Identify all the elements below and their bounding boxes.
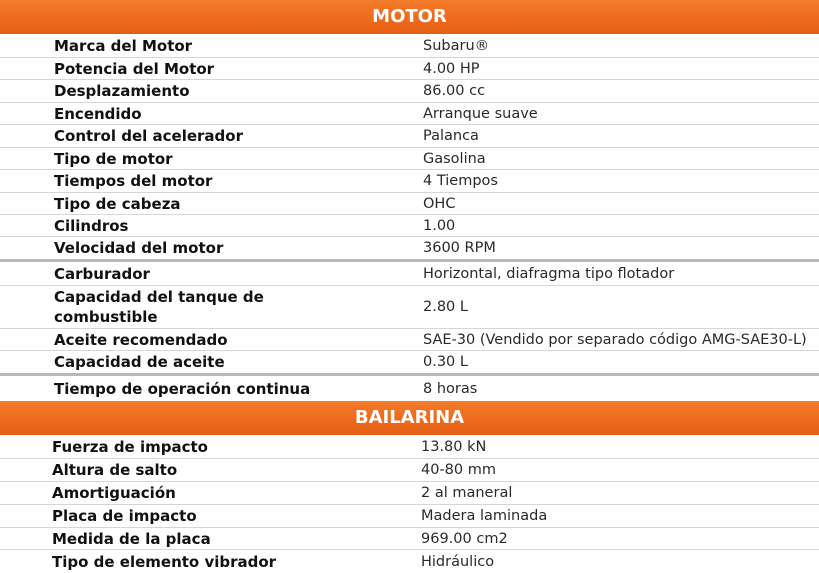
spec-row-aceite-recomendado <box>0 329 819 351</box>
spec-row-tipo-motor <box>0 148 819 170</box>
spec-row-amortiguacion <box>0 482 819 505</box>
spec-label: Marca del Motor <box>54 37 193 55</box>
spec-value: 4 Tiempos <box>423 173 498 189</box>
spec-label: Desplazamiento <box>54 82 190 100</box>
spec-value: 2.80 L <box>423 299 468 315</box>
spec-row-encendido <box>0 103 819 125</box>
bailarina-spec-table <box>0 436 819 573</box>
spec-label: Capacidad de aceite <box>54 353 225 371</box>
spec-value: 40-80 mm <box>421 462 496 478</box>
spec-value: Gasolina <box>423 150 486 167</box>
spec-row-fuerza-impacto <box>0 436 819 459</box>
spec-label: Velocidad del motor <box>54 239 224 257</box>
spec-row-tipo-cabeza <box>0 193 819 215</box>
spec-label: Tipo de cabeza <box>54 194 181 213</box>
spec-row-elemento-vibrador <box>0 550 819 573</box>
spec-label: Potencia del Motor <box>54 59 215 78</box>
motor-section-header: MOTOR <box>0 0 819 34</box>
spec-value: 3600 RPM <box>423 240 496 256</box>
spec-value: Arranque suave <box>423 105 538 122</box>
spec-label: Tipo de elemento vibrador <box>52 552 277 571</box>
spec-row-capacidad-tanque <box>0 286 819 329</box>
spec-value: Palanca <box>423 128 479 144</box>
spec-row-medida-placa <box>0 528 819 550</box>
spec-row-marca-motor <box>0 35 819 58</box>
spec-value: Horizontal, diafragma tipo flotador <box>423 265 675 282</box>
spec-value: OHC <box>423 195 456 212</box>
spec-label: Carburador <box>54 264 150 283</box>
bailarina-section-header: BAILARINA <box>0 401 819 435</box>
spec-row-altura-salto <box>0 459 819 482</box>
spec-value: 969.00 cm2 <box>421 530 508 547</box>
spec-label: Medida de la placa <box>52 529 211 548</box>
spec-row-capacidad-aceite <box>0 351 819 376</box>
spec-label: Placa de impacto <box>52 507 197 525</box>
spec-label: Altura de salto <box>52 461 178 479</box>
spec-value: 13.80 kN <box>421 439 487 455</box>
spec-value: 8 horas <box>423 380 478 397</box>
spec-value: SAE-30 (Vendido por separado código AMG-SAE30-L) <box>423 331 807 348</box>
spec-label: Tiempos del motor <box>54 172 213 190</box>
spec-value: 2 al maneral <box>421 485 513 501</box>
spec-label: Tiempo de operación continua <box>54 379 311 398</box>
spec-row-desplazamiento <box>0 80 819 103</box>
spec-row-potencia-motor <box>0 58 819 80</box>
spec-label: Control del acelerador <box>54 127 243 145</box>
spec-row-placa-impacto <box>0 505 819 528</box>
spec-value: Madera laminada <box>421 508 548 524</box>
spec-value: 0.30 L <box>423 354 468 370</box>
spec-label: Capacidad del tanque de combustible <box>54 288 264 326</box>
spec-label: Cilindros <box>54 216 129 235</box>
spec-row-carburador <box>0 262 819 286</box>
motor-spec-table <box>0 35 819 401</box>
spec-label: Encendido <box>54 104 142 123</box>
spec-row-cilindros <box>0 215 819 237</box>
spec-label: Aceite recomendado <box>54 330 228 349</box>
spec-value: Hidráulico <box>421 553 495 570</box>
spec-label: Tipo de motor <box>54 149 173 168</box>
spec-row-tiempos-motor <box>0 170 819 193</box>
spec-value: 4.00 HP <box>423 60 480 77</box>
spec-label: Fuerza de impacto <box>52 438 208 456</box>
spec-value: 1.00 <box>423 217 456 234</box>
spec-value: 86.00 cc <box>423 83 486 99</box>
spec-label: Amortiguación <box>52 484 176 502</box>
spec-value: Subaru® <box>423 38 490 54</box>
spec-row-control-acelerador <box>0 125 819 148</box>
spec-row-velocidad-motor <box>0 237 819 262</box>
spec-row-tiempo-operacion <box>0 376 819 401</box>
